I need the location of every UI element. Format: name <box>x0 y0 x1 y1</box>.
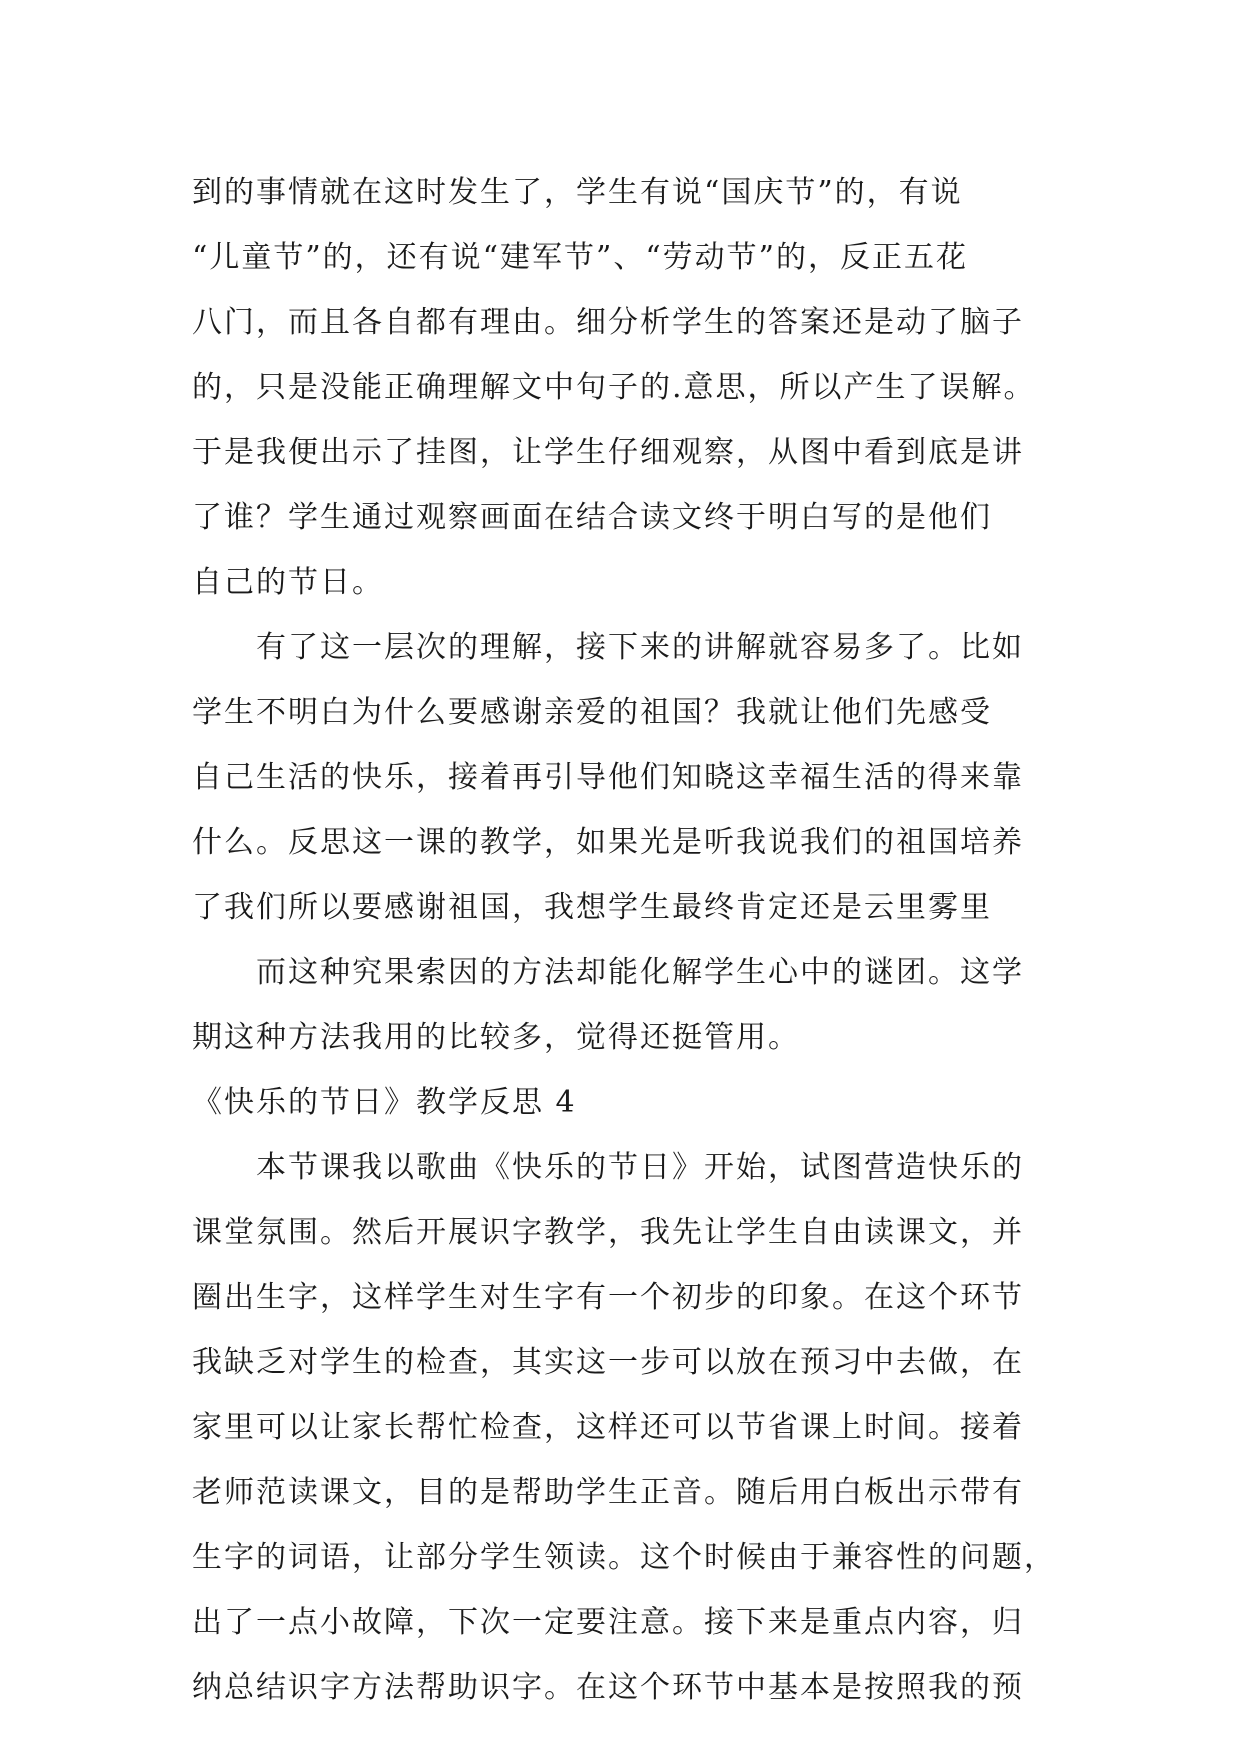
paragraph-start-line: 而这种究果索因的方法却能化解学生心中的谜团。这学 <box>192 955 1024 990</box>
text-line: 了我们所以要感谢祖国，我想学生最终肯定还是云里雾里 <box>192 890 992 925</box>
text-line: “儿童节”的，还有说“建军节”、“劳动节”的，反正五花 <box>192 240 969 275</box>
text-line: 纳总结识字方法帮助识字。在这个环节中基本是按照我的预 <box>192 1670 1024 1705</box>
section-heading: 《快乐的节日》教学反思 4 <box>192 1085 577 1120</box>
text-line: 老师范读课文，目的是帮助学生正音。随后用白板出示带有 <box>192 1475 1024 1510</box>
text-line: 什么。反思这一课的教学，如果光是听我说我们的祖国培养 <box>192 825 1024 860</box>
text-line: 课堂氛围。然后开展识字教学，我先让学生自由读课文，并 <box>192 1215 1024 1250</box>
document-body <box>192 160 1062 1720</box>
paragraph-start-line: 本节课我以歌曲《快乐的节日》开始，试图营造快乐的 <box>192 1150 1024 1185</box>
text-line: 的，只是没能正确理解文中句子的.意思，所以产生了误解。 <box>192 370 1036 405</box>
text-line: 我缺乏对学生的检查，其实这一步可以放在预习中去做，在 <box>192 1345 1024 1380</box>
text-line: 八门，而且各自都有理由。细分析学生的答案还是动了脑子 <box>192 305 1024 340</box>
text-line: 了谁？学生通过观察画面在结合读文终于明白写的是他们 <box>192 500 992 535</box>
text-line: 于是我便出示了挂图，让学生仔细观察，从图中看到底是讲 <box>192 435 1024 470</box>
paragraph-start-line: 有了这一层次的理解，接下来的讲解就容易多了。比如 <box>192 630 1024 665</box>
text-line: 学生不明白为什么要感谢亲爱的祖国？我就让他们先感受 <box>192 695 992 730</box>
text-line: 自己的节日。 <box>192 565 384 600</box>
text-line: 自己生活的快乐，接着再引导他们知晓这幸福生活的得来靠 <box>192 760 1024 795</box>
text-line: 圈出生字，这样学生对生字有一个初步的印象。在这个环节 <box>192 1280 1024 1315</box>
text-line: 家里可以让家长帮忙检查，这样还可以节省课上时间。接着 <box>192 1410 1024 1445</box>
text-line: 生字的词语，让部分学生领读。这个时候由于兼容性的问题， <box>192 1540 1056 1575</box>
text-line: 期这种方法我用的比较多，觉得还挺管用。 <box>192 1020 800 1055</box>
text-line: 到的事情就在这时发生了，学生有说“国庆节”的，有说 <box>192 175 963 210</box>
text-line: 出了一点小故障，下次一定要注意。接下来是重点内容，归 <box>192 1605 1024 1640</box>
